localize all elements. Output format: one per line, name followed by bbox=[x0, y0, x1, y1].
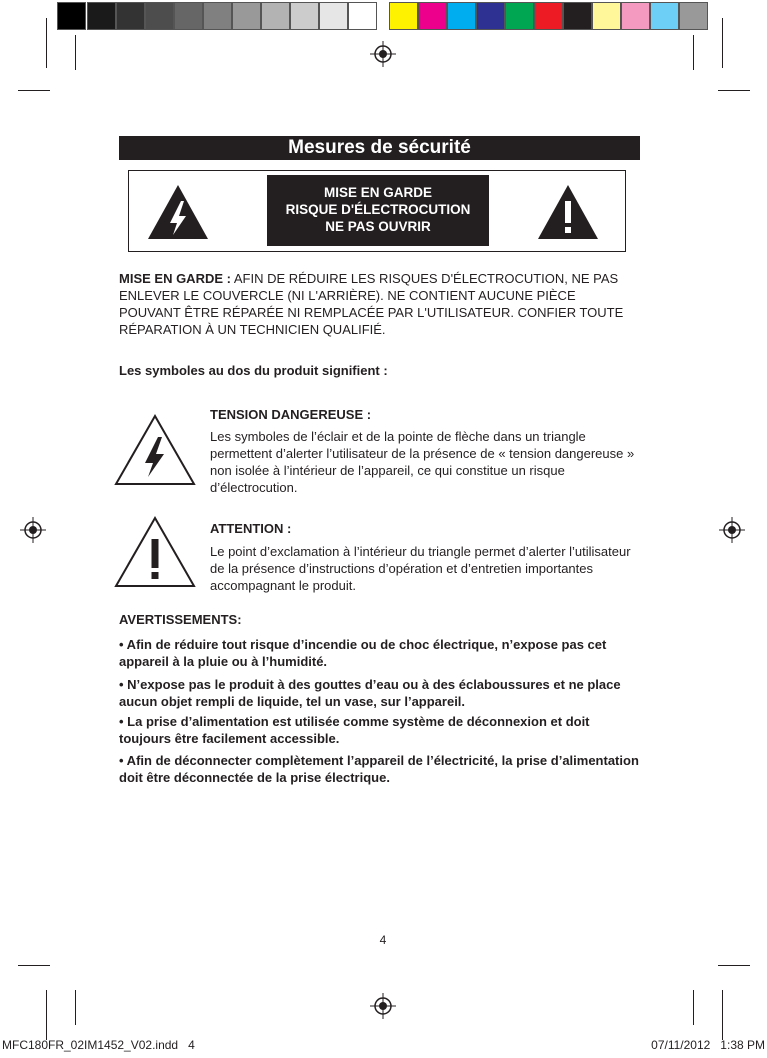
color-swatch bbox=[476, 2, 505, 30]
caution-label: MISE EN GARDE : bbox=[119, 271, 231, 286]
warning-item: • La prise d’alimentation est utilisée comme système de déconnexion et doit toujours être facilement accessible. bbox=[119, 714, 590, 746]
registration-mark-icon bbox=[370, 41, 396, 67]
color-swatch bbox=[145, 2, 174, 30]
color-swatch bbox=[650, 2, 679, 30]
color-swatch bbox=[203, 2, 232, 30]
warning-label bbox=[267, 175, 489, 246]
warning-label-line: NE PAS OUVRIR bbox=[325, 219, 431, 234]
warning-item: • N’expose pas le produit à des gouttes d’eau ou à des éclaboussures et ne place aucun objet rempli de liquide, tel un vase, sur l’appareil. bbox=[119, 677, 621, 709]
warning-item: • Afin de déconnecter complètement l’appareil de l’électricité, la prise d’alimentation doit être déconnectée de la prise électrique. bbox=[119, 753, 639, 785]
color-swatch bbox=[174, 2, 203, 30]
color-swatch bbox=[447, 2, 476, 30]
registration-mark-icon bbox=[370, 993, 396, 1019]
color-swatch bbox=[563, 2, 592, 30]
color-swatch bbox=[418, 2, 447, 30]
warning-label-line: MISE EN GARDE bbox=[323, 185, 432, 200]
color-swatch bbox=[319, 2, 348, 30]
color-swatch bbox=[679, 2, 708, 30]
caution-paragraph bbox=[119, 270, 639, 338]
symbols-heading: Les symboles au dos du produit signifient : bbox=[119, 363, 388, 378]
warning-label-line: RISQUE D'ÉLECTROCUTION bbox=[285, 202, 471, 217]
symbol-title: ATTENTION : bbox=[210, 521, 292, 536]
color-swatch bbox=[621, 2, 650, 30]
attention-icon bbox=[113, 515, 197, 589]
color-swatch bbox=[389, 2, 418, 30]
registration-mark-icon bbox=[719, 517, 745, 543]
warnings-heading: AVERTISSEMENTS: bbox=[119, 612, 242, 627]
exclamation-triangle-icon bbox=[536, 183, 600, 241]
color-swatch bbox=[592, 2, 621, 30]
page-number: 4 bbox=[379, 933, 387, 947]
dangerous-voltage-icon bbox=[113, 413, 197, 487]
color-swatch bbox=[290, 2, 319, 30]
color-swatch bbox=[261, 2, 290, 30]
footer-filename: MFC180FR_02IM1452_V02.indd 4 bbox=[2, 1038, 195, 1052]
warning-item: • Afin de réduire tout risque d’incendie ou de choc électrique, n’expose pas cet appareil à la pluie ou à l’humidité. bbox=[119, 637, 607, 669]
color-swatch bbox=[232, 2, 261, 30]
color-swatch bbox=[87, 2, 116, 30]
symbol-title: TENSION DANGEREUSE : bbox=[210, 407, 372, 422]
footer-timestamp: 07/11/2012 1:38 PM bbox=[651, 1038, 765, 1052]
registration-mark-icon bbox=[20, 517, 46, 543]
color-swatch bbox=[57, 2, 86, 30]
color-swatch bbox=[116, 2, 145, 30]
symbol-description: Le point d’exclamation à l’intérieur du triangle permet d’alerter l’utilisateur de la présence d’instructions d’opération et d’entretien importantes accompagnant le produit. bbox=[210, 544, 631, 593]
color-swatch bbox=[505, 2, 534, 30]
color-swatch bbox=[534, 2, 563, 30]
color-swatch bbox=[348, 2, 377, 30]
page-title: Mesures de sécurité bbox=[119, 136, 640, 160]
caution-text: AFIN DE RÉDUIRE LES RISQUES D'ÉLECTROCUTION, NE PAS ENLEVER LE COUVERCLE (NI L'ARRIÈRE). NE CONTIENT AUCUNE PIÈCE POUVANT ÊTRE RÉPARÉE NI REMPLACÉE PAR L'UTILISATEUR. CONFIER TOUTE RÉPARATION À UN TECHNICIEN QUALIFIÉ. bbox=[119, 271, 624, 337]
symbol-description: Les symboles de l’éclair et de la pointe de flèche dans un triangle permettent d’alerter l’utilisateur de la présence de « tension dangereuse » non isolée à l’intérieur de l’appareil, ce qui constitue un risque d’électrocution. bbox=[210, 429, 635, 495]
lightning-triangle-icon bbox=[146, 183, 210, 241]
